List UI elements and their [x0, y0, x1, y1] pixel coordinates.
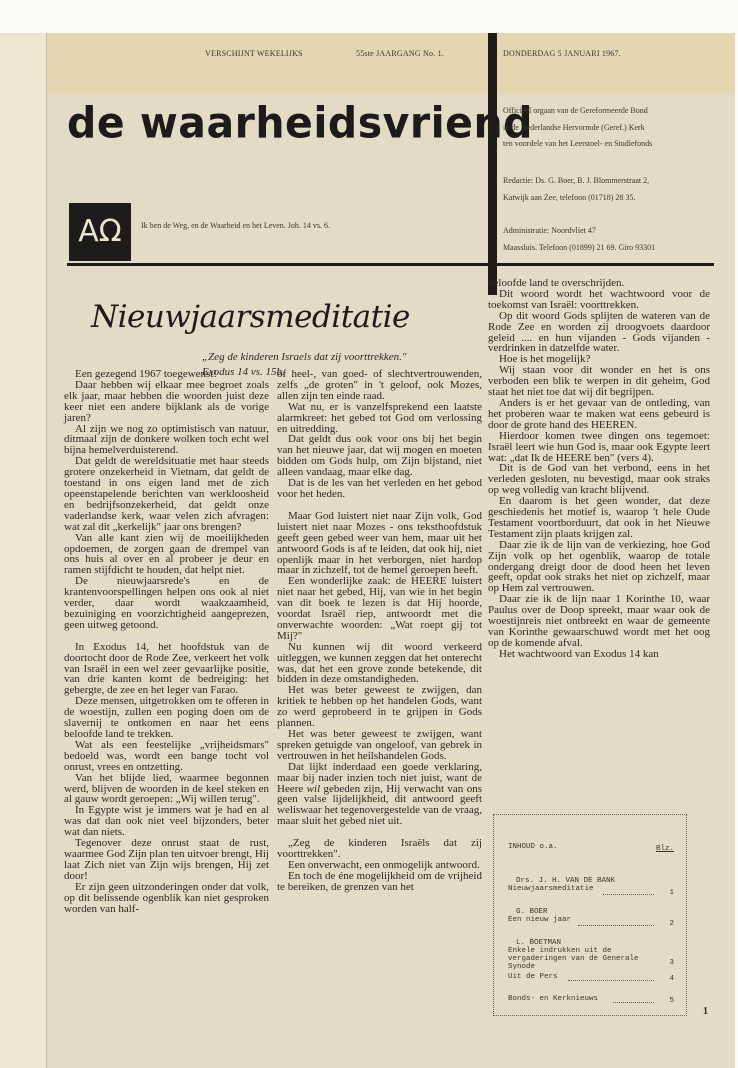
toc-entry-title: Bonds- en Kerknieuws — [508, 995, 599, 1003]
toc-entry-title: Een nieuw jaar — [508, 916, 572, 924]
paragraph: Een gezegend 1967 toegewenst! — [75, 368, 218, 380]
alpha-omega-logo: AΩ — [69, 203, 131, 261]
paragraph: Nu kunnen wij dit woord verkeerd uitleggen, we kunnen zeggen dat het onterecht was, dat het een grove zonde betekende, dit bidden in deze omstandigheden. — [277, 640, 482, 686]
paragraph: Wat nu, er is vanzelfsprekend een laatste alarmkreet: het gebed tot God om verlossing en uitredding. — [277, 400, 482, 435]
page-top-band — [47, 33, 735, 95]
article-column-3 — [488, 278, 710, 660]
paragraph: Deze mensen, uitgetrokken om te offeren in de woestijn, zullen een poging doen om de slavernij te ontkomen en naar het eens beloofde land te trekken. — [64, 695, 269, 740]
table-of-contents — [493, 814, 687, 1016]
toc-entry — [508, 939, 674, 971]
paragraph: Het was beter geweest te zwijgen, want spreken getuigde van ongeloof, van gebrek in vertrouwen in het heilshandelen Gods. — [277, 728, 482, 762]
paragraph: Daar hebben wij elkaar mee begroet zoals elk jaar, maar hebben die woorden juist deze keer niet een andere bijklank als de vorige jaren? — [64, 378, 269, 424]
paragraph: Anders is er het gevaar van de ontleding, van het proberen waar te maken wat eens gebeurd is door de grote hand des HEEREN. — [488, 396, 710, 431]
masthead-title: de waarheidsvriend — [67, 97, 534, 149]
paragraph: „Zeg de kinderen Israëls dat zij voorttrekken". — [277, 837, 482, 861]
paragraph: Daar zie ik de lijn van de verkiezing, hoe God Zijn volk op het ogenblik, waarop de totale ondergang dreigt door de dood heen het leven geeft, opdat ook straks het niet op zichzelf, maar op Hem zal vertrouwen. — [488, 538, 710, 595]
toc-page-header: Blz. — [655, 845, 674, 853]
publication-info — [503, 103, 652, 153]
paragraph: In Exodus 14, het hoofdstuk van de doortocht door de Rode Zee, verkeert het volk van Israël in een wel zeer gevaarlijke positie, van drie kanten komt de bedreiging: het gebergte, de zee en het leger van Farao. — [64, 640, 269, 697]
paragraph: Hierdoor komen twee dingen ons tegemoet: Israël leert wie hun God is, maar ook Egypte leert wat: „dat Ik de HEERE ben" (vers 4). — [488, 429, 710, 464]
issue-date: DONDERDAG 5 JANUARI 1967. — [503, 49, 621, 58]
paragraph: En toch de éne mogelijkheid om de vrijheid te bereiken, de grenzen van het — [277, 869, 482, 893]
paragraph: In Egypte wist je immers wat je had en al was dat dan ook niet veel bijzonders, beter wat dan niets. — [64, 804, 269, 839]
toc-author: Drs. J. H. VAN DE BANK — [516, 877, 616, 885]
volume-label: 55ste JAARGANG No. 1. — [356, 49, 444, 58]
left-margin-strip — [0, 33, 46, 1068]
frequency-label: VERSCHIJNT WEKELIJKS — [205, 49, 303, 58]
toc-entry — [508, 908, 674, 928]
paragraph: Het wachtwoord van Exodus 14 kan — [499, 647, 659, 660]
paragraph: Een wonderlijke zaak: de HEERE luistert niet naar het gebed, Hij, van wie in het begin van dit boek te lezen is dat Hij hoorde, voordat Israël riep, antwoordt met die onverwachte woorden: „Wat roept gij tot Mij?" — [277, 575, 482, 642]
page-number: 1 — [703, 1006, 708, 1017]
paragraph: De nieuwjaarsrede's en de krantenvoorspellingen helpen ons ook al niet verder, daar wordt waakzaamheid, bezuiniging en voorzichtigheid aangeprezen, geen uitweg getoond. — [64, 575, 269, 631]
leader-dots — [578, 925, 654, 926]
paragraph: Dat geldt de wereldsituatie met haar steeds grotere onzekerheid in Vietnam, dat geldt de toestand in ons eigen land met de zich opeenstapelende berichten van werkloosheid en bedrijfsonzekerheid, dat geldt onze vaderlandse kerk, waar velen zich afvragen: wat zal dit „kerkelijk" jaar ons brengen? — [64, 455, 269, 533]
paragraph: Tegenover deze onrust staat de rust, waarmee God Zijn plan ten uitvoer brengt, Hij laat Zich niet van Zijn wijs brengen, Hij zet door! — [64, 837, 269, 882]
emphasis: wil — [306, 782, 321, 795]
toc-author: L. BOETMAN — [516, 939, 562, 947]
toc-page: 1 — [669, 889, 674, 897]
paragraph: Een onverwacht, een onmogelijk antwoord. — [288, 858, 480, 871]
toc-title: INHOUD o.a. — [508, 843, 558, 851]
leader-dots — [603, 894, 654, 895]
paragraph: Wij staan voor dit wonder en het is ons verboden een blik te werpen in dit geheim, God staat het niet toe dat wij dit begrijpen. — [488, 364, 710, 399]
info-line: Redactie: Ds. G. Boer, B. J. Blommerstraat 2, — [503, 176, 650, 185]
info-line: in de Nederlandse Hervormde (Geref.) Kerk — [503, 122, 645, 132]
toc-entry — [508, 995, 674, 1005]
toc-author: G. BOER — [516, 908, 548, 916]
paragraph: beloofde land te overschrijden. — [488, 277, 625, 289]
toc-page: 4 — [669, 975, 674, 983]
article-heading: Nieuwjaarsmeditatie — [91, 299, 410, 335]
paragraph: Hoe is het mogelijk? — [499, 353, 591, 366]
paragraph: of heel-, van goed- of slechtvertrouwenden, zelfs „de groten" in 't geloof, ook Mozes, allen zijn ten einde raad. — [277, 368, 482, 402]
article-column-2 — [277, 369, 482, 893]
toc-entry — [508, 973, 674, 983]
paragraph: Dat geldt dus ook voor ons bij het begin van het nieuwe jaar, dat wij mogen en moeten bidden om Gods hulp, om Zijn bijstand, niet alleen vandaag, maar elke dag. — [277, 433, 482, 479]
info-line: Administratie: Noordvliet 47 — [503, 226, 596, 235]
toc-entry-title: Nieuwjaarsmeditatie — [508, 885, 594, 893]
paragraph: Dat is de les van het verleden en het gebod voor het heden. — [277, 477, 482, 500]
toc-page: 3 — [669, 959, 674, 967]
epigraph-text: „Zeg de kinderen Israels dat zij voorttrekken." — [202, 351, 407, 363]
info-line: Katwijk aan Zee, telefoon (01718) 28 35. — [503, 192, 636, 202]
toc-entry-title: Enkele indrukken uit de vergaderingen van de Generale Synode — [508, 947, 639, 971]
toc-entry — [508, 877, 674, 897]
paragraph: Op dit woord Gods splijten de wateren van de Rode Zee en worden zij droogvoets daardoor geleid .... en hun vijanden - Gods vijanden - verdrinken in datzelfde water. — [488, 309, 710, 355]
info-line: Maassluis. Telefoon (01899) 21 69. Giro 93301 — [503, 242, 656, 252]
paragraph: Het was beter geweest te zwijgen, dan kritiek te hebben op het handelen Gods, want zo werd geprobeerd in te grijpen in Gods plannen. — [277, 684, 482, 730]
paragraph: Wat als een feestelijke „vrijheidsmars" bedoeld was, wordt een bange tocht vol onrust, vrees en ontzetting. — [64, 738, 269, 773]
toc-page: 2 — [669, 920, 674, 928]
info-line: ten voordele van het Leerstoel- en Studiefonds — [503, 139, 653, 148]
horizontal-rule — [67, 263, 714, 266]
toc-entry-title: Uit de Pers — [508, 973, 558, 981]
paragraph: Dit is de God van het verbond, eens in het verleden gesloten, nu bevestigd, maar ook straks op weg volledig van kracht blijvend. — [488, 462, 710, 497]
leader-dots — [568, 980, 654, 981]
paragraph: En daarom is het geen wonder, dat deze geschiedenis het motief is, waarop 't hele Oude Testament voortborduurt, dat ook in het Nieuwe Testament zijn plaats krijgen zal. — [488, 495, 710, 540]
paragraph — [277, 762, 482, 827]
paragraph: Van alle kant zien wij de moeilijkheden opdoemen, de zorgen gaan de drempel van ons huis al over en al probeer je deur en ramen stijfdicht te houden, dat helpt niet. — [64, 531, 269, 577]
paragraph: Van het blijde lied, waarmee begonnen werd, blijven de woorden in de keel steken en al gauw wordt geroepen: „Wij willen terug". — [64, 771, 269, 806]
toc-header — [508, 843, 674, 853]
info-line: Officieel orgaan van de Gereformeerde Bond — [503, 106, 648, 115]
leader-dots — [613, 1002, 654, 1003]
newspaper-page — [46, 33, 735, 1068]
paragraph: Dit woord wordt het wachtwoord voor de toekomst van Israël: voorttrekken. — [488, 287, 710, 311]
motto: Ik ben de Weg, en de Waarheid en het Leven. Joh. 14 vs. 6. — [141, 221, 331, 230]
article-column-1 — [64, 369, 269, 914]
toc-page: 5 — [669, 997, 674, 1005]
vertical-divider-bar — [488, 33, 497, 295]
text: Dat lijkt inderdaad een goede verklaring, maar bij nader inzien toch niet juist, want de Heere — [277, 760, 482, 795]
paragraph: Maar God luistert niet naar Zijn volk, God luistert niet naar Mozes - ons teksthoofdstuk geeft geen gebed weer van hem, maar uit het antwoord Gods is af te leiden, dat ook hij, niet openlijk maar in het verborgen, niet hardop maar in zichzelf, tot de hemel geroepen heeft. — [277, 509, 482, 577]
epigraph-reference: Exodus 14 vs. 15b. — [202, 366, 285, 378]
paragraph: Er zijn geen uitzonderingen onder dat volk, op dit belissende ogenblik kan niet gesproken worden van half- — [64, 880, 269, 915]
text: gebeden zijn, Hij verwacht van ons geen valse lijdelijkheid, dit antwoord geeft weliswaar het tegenovergestelde van de vraag, maar sluit het gebed niet uit. — [277, 782, 482, 828]
paragraph: Daar zie ik de lijn naar 1 Korinthe 10, waar Paulus over de Doop spreekt, maar waar ook de woestijnreis niet ontbreekt en waar de gemeente van Korinthe gewaarschuwd wordt met het oog op de komende afval. — [488, 593, 710, 649]
administration-address — [503, 223, 655, 256]
paragraph: Al zijn we nog zo optimistisch van natuur, ditmaal zijn de donkere wolken toch echt wel bijna hemelverduisterend. — [64, 422, 269, 457]
editorial-address — [503, 173, 649, 206]
